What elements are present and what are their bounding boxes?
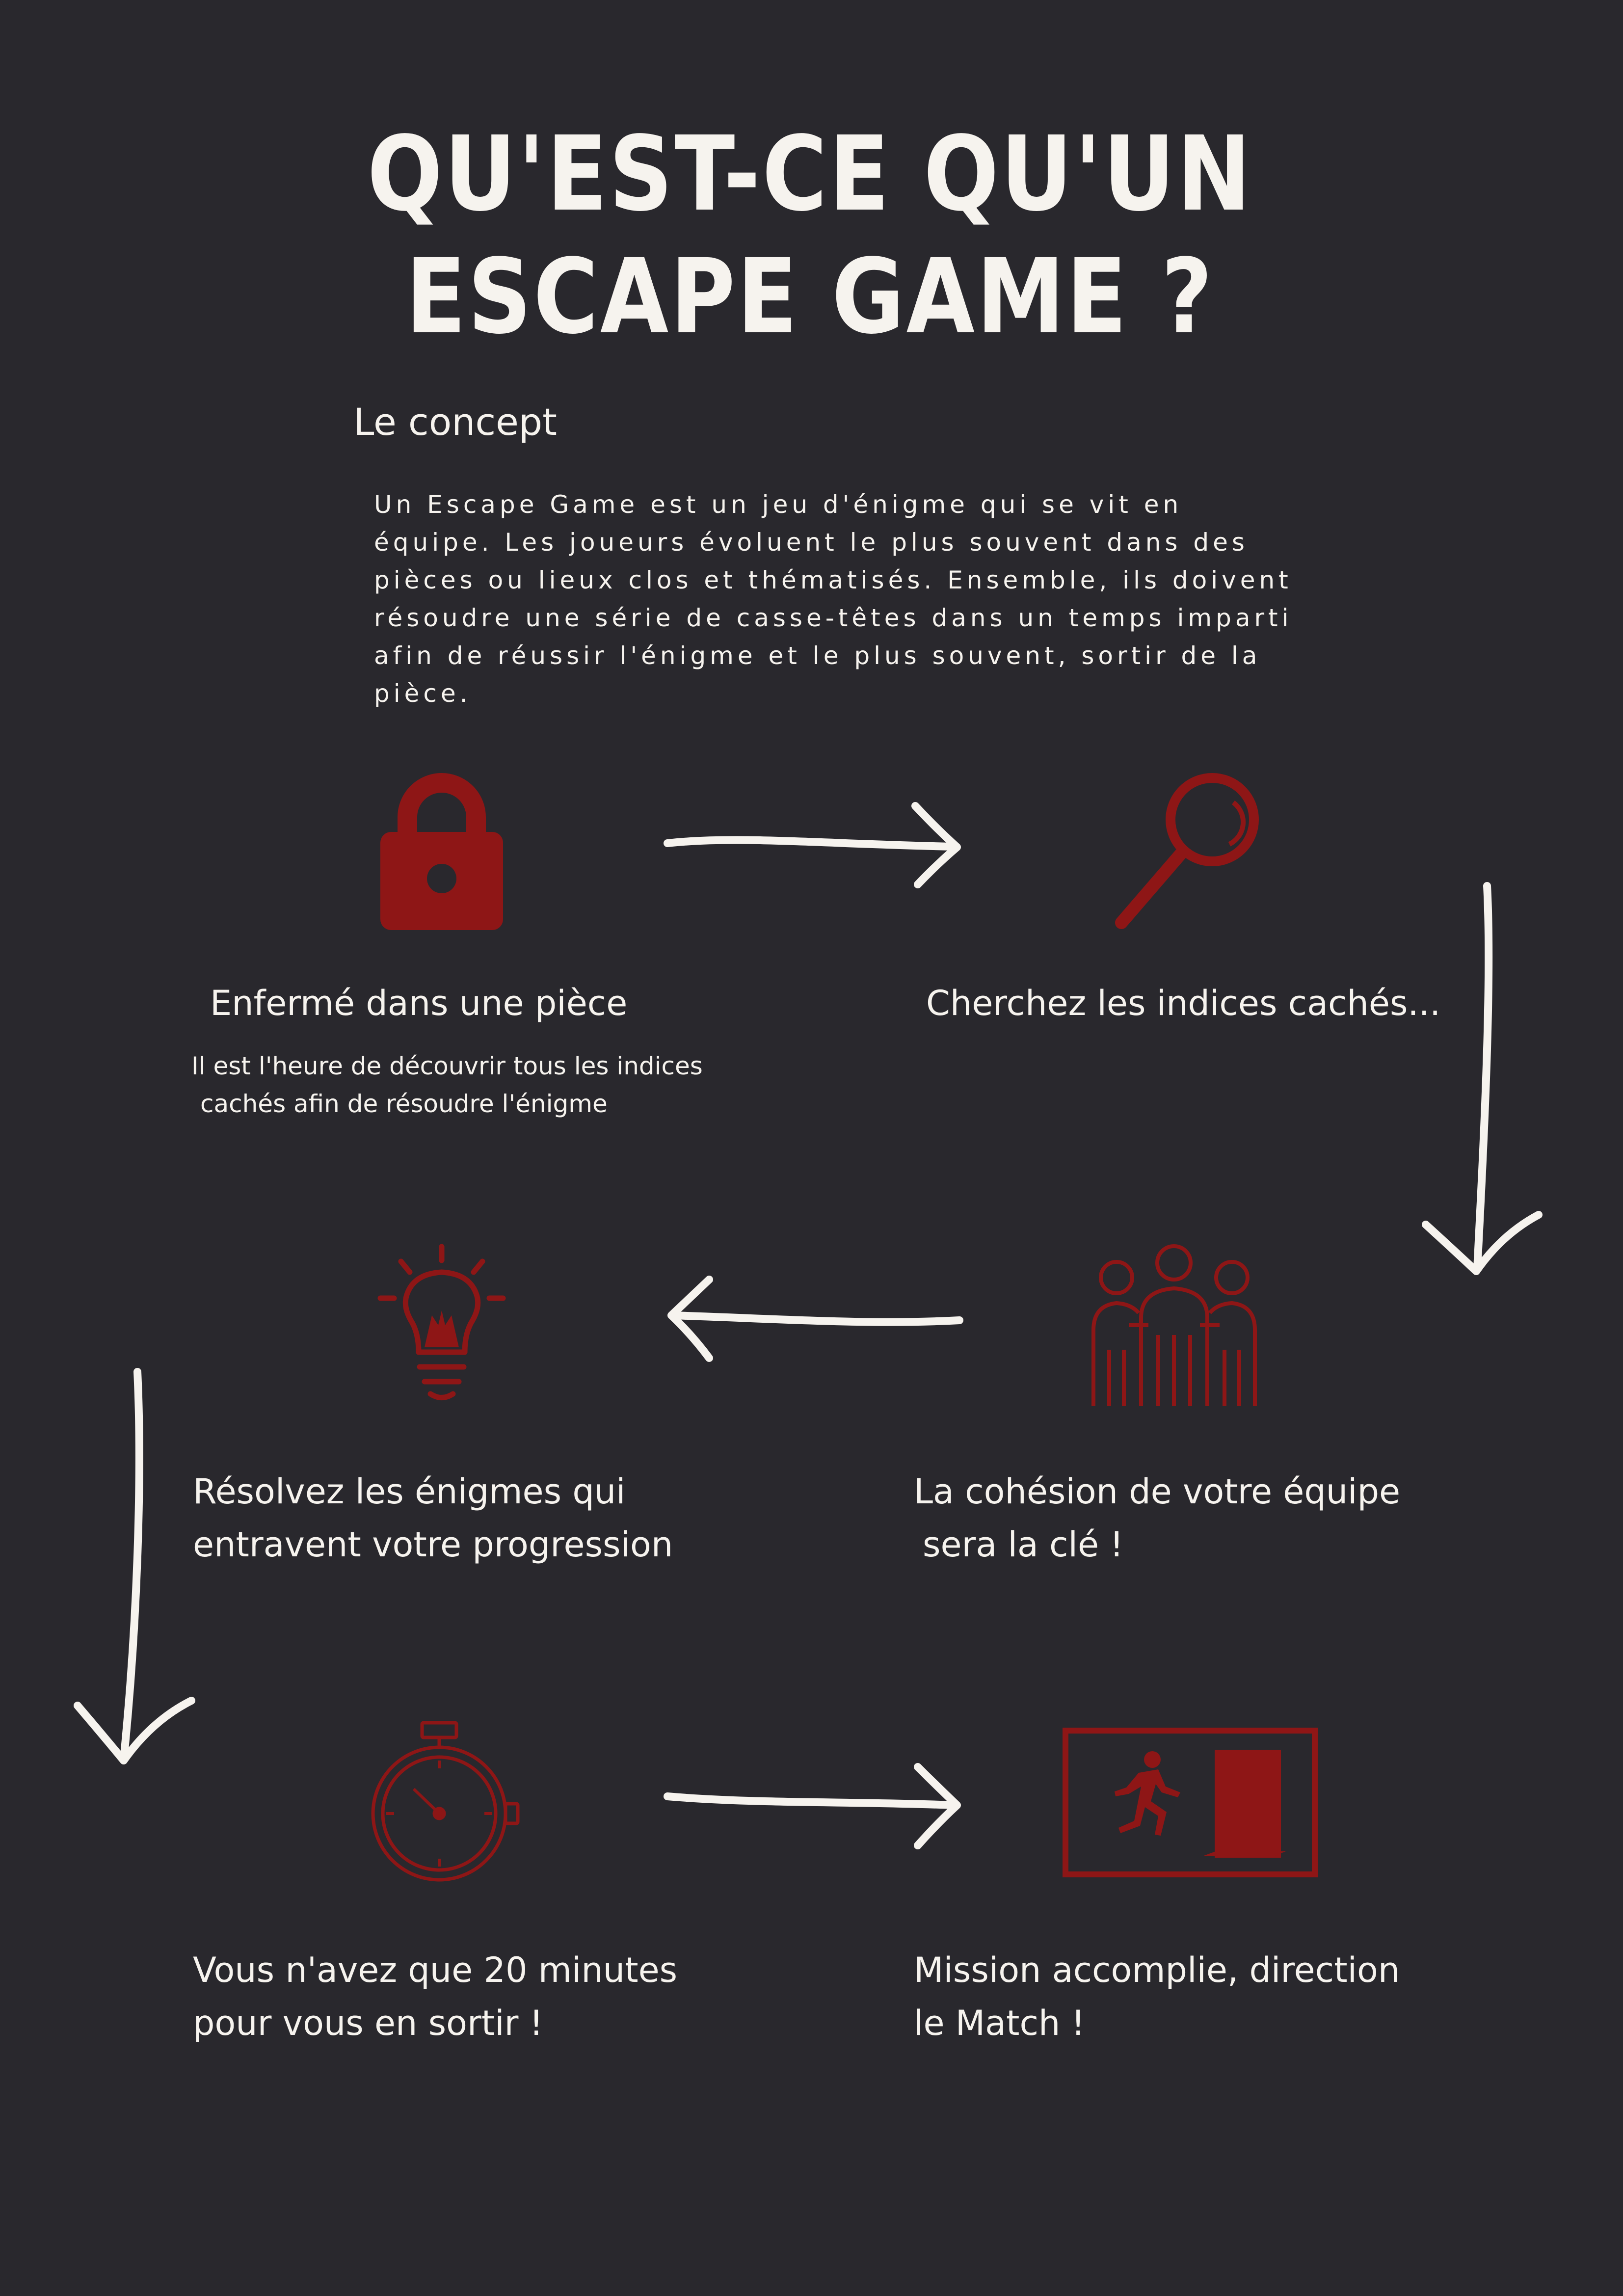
lightbulb-icon bbox=[375, 1242, 508, 1409]
step-6-label-line1: Mission accomplie, direction bbox=[914, 1950, 1400, 1990]
stopwatch-icon bbox=[366, 1720, 523, 1882]
arrow-down-right bbox=[1418, 881, 1546, 1279]
arrow-right-2 bbox=[665, 1762, 969, 1850]
team-icon bbox=[1090, 1244, 1259, 1409]
emergency-exit-icon bbox=[1063, 1728, 1318, 1877]
step-1-label: Enfermé dans une pièce bbox=[210, 983, 628, 1023]
page-title-line1: QU'EST-CE QU'UN bbox=[367, 114, 1253, 234]
magnifying-glass-icon bbox=[1107, 771, 1269, 933]
step-1-subtitle-line2: cachés afin de résoudre l'énigme bbox=[200, 1090, 608, 1118]
padlock-icon bbox=[378, 768, 506, 930]
step-5-label-line2: pour vous en sortir ! bbox=[193, 2003, 543, 2043]
step-5-label-line1: Vous n'avez que 20 minutes bbox=[193, 1950, 678, 1990]
concept-text: Un Escape Game est un jeu d'énigme qui se vit en équipe. Les joueurs évoluent le plus souvent dans des pièces ou lieux clos et thématisés. Ensemble, ils doivent résoudre une série de casse-têtes dans un temps imparti afin de réussir l'énigme et le plus souvent, sortir de la pièce. bbox=[374, 490, 1293, 708]
step-6-label-line2: le Match ! bbox=[914, 2003, 1085, 2043]
page-title bbox=[112, 113, 1508, 358]
page-title-line2: ESCAPE GAME ? bbox=[405, 237, 1215, 357]
step-3-label-line1: La cohésion de votre équipe bbox=[914, 1471, 1401, 1512]
arrow-down-left bbox=[69, 1367, 196, 1769]
arrow-left bbox=[663, 1274, 967, 1362]
arrow-right-1 bbox=[665, 800, 969, 888]
step-1-subtitle-line1: Il est l'heure de découvrir tous les indices bbox=[191, 1052, 703, 1080]
concept-heading: Le concept bbox=[353, 400, 557, 444]
step-3-label-line2: sera la clé ! bbox=[923, 1524, 1124, 1565]
step-4-label-line2: entravent votre progression bbox=[193, 1524, 673, 1565]
step-2-label: Cherchez les indices cachés... bbox=[926, 983, 1441, 1023]
step-4-label-line1: Résolvez les énigmes qui bbox=[193, 1471, 626, 1512]
